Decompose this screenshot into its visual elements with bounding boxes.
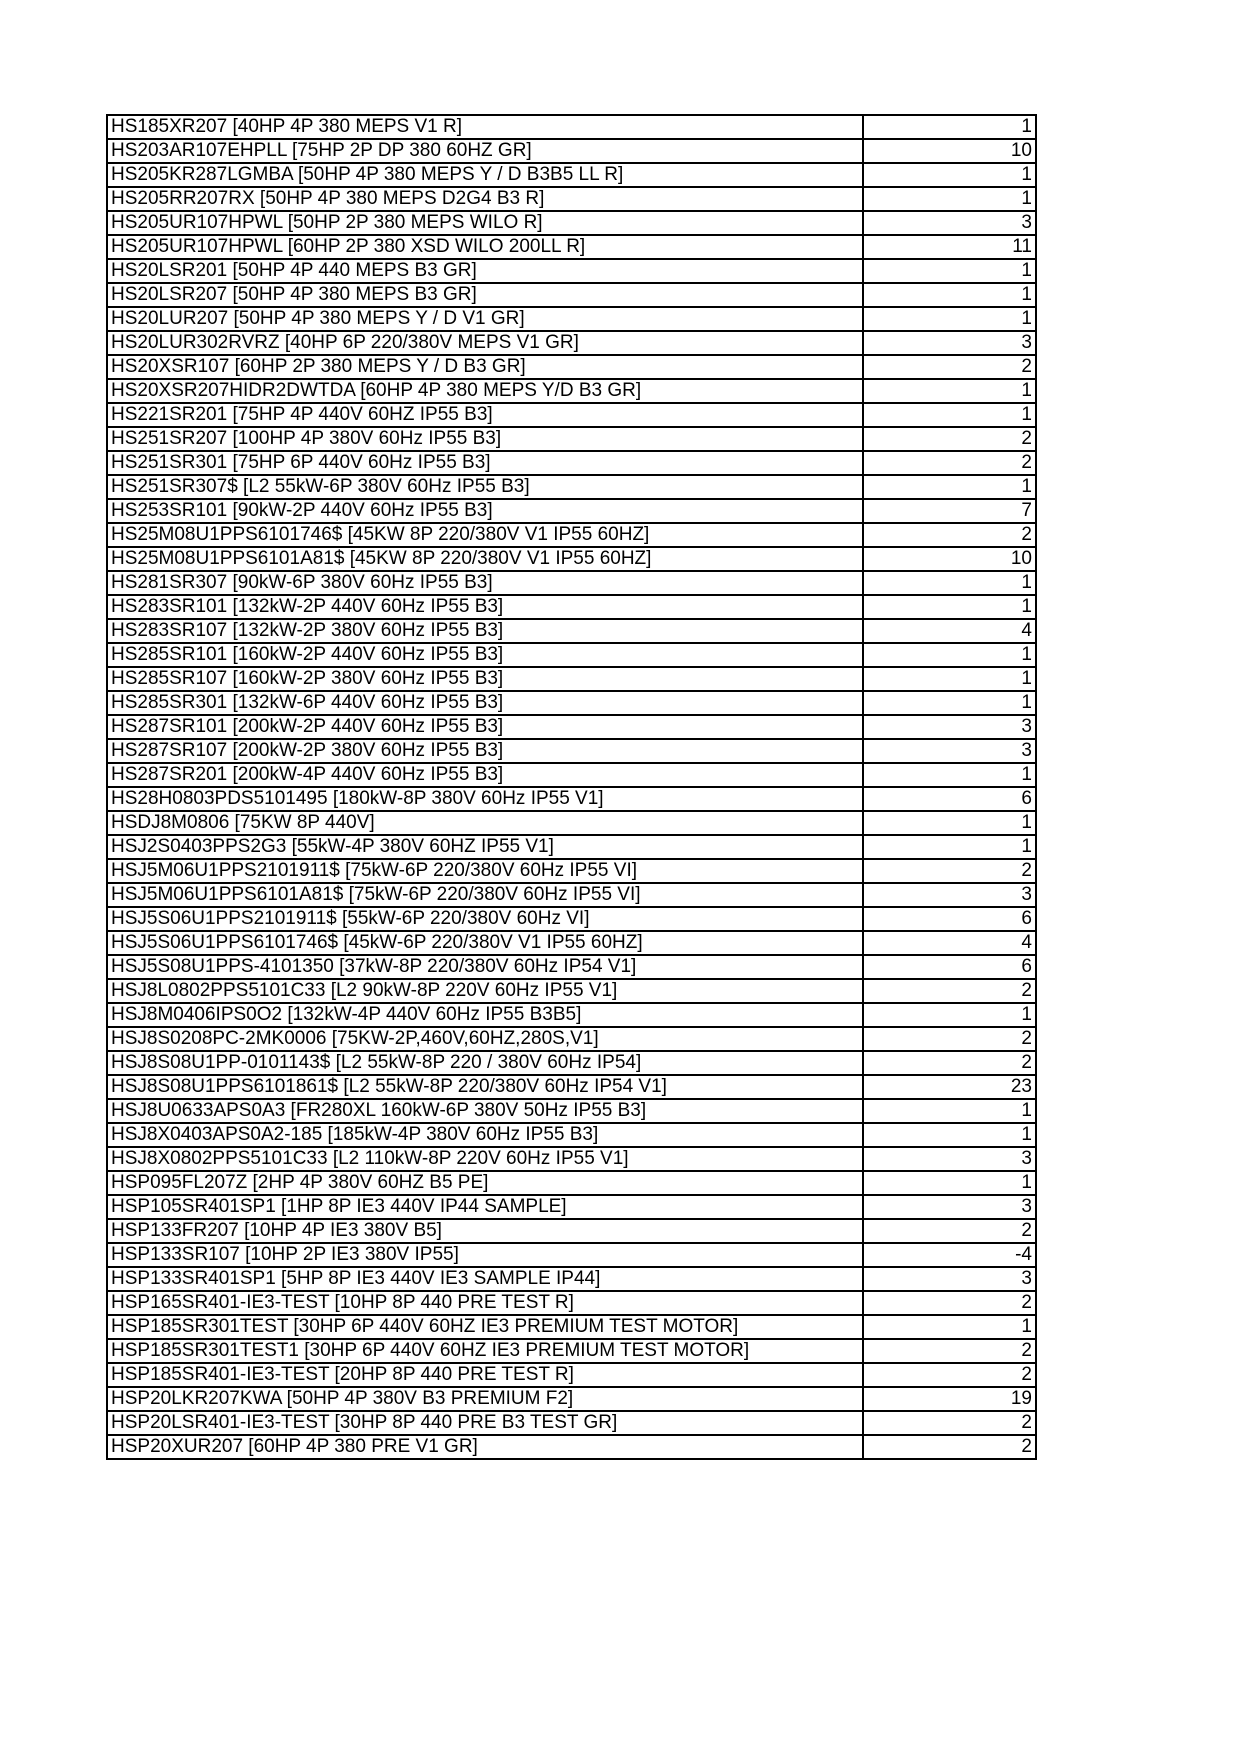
item-description-cell: HSP133SR401SP1 [5HP 8P IE3 440V IE3 SAMPLE IP44] (107, 1267, 863, 1291)
quantity-cell: 4 (863, 619, 1036, 643)
table-row (107, 907, 1036, 931)
table-row (107, 691, 1036, 715)
table-row (107, 883, 1036, 907)
quantity-cell: 1 (863, 691, 1036, 715)
item-description-cell: HSJ8S08U1PPS6101861$ [L2 55kW-8P 220/380V 60Hz IP54 V1] (107, 1075, 863, 1099)
quantity-cell: 2 (863, 1291, 1036, 1315)
table-row (107, 115, 1036, 139)
item-description-cell: HSJ5S06U1PPS2101911$ [55kW-6P 220/380V 60Hz VI] (107, 907, 863, 931)
quantity-cell: 6 (863, 787, 1036, 811)
table-row (107, 1339, 1036, 1363)
item-description-cell: HS25M08U1PPS6101A81$ [45KW 8P 220/380V V1 IP55 60HZ] (107, 547, 863, 571)
table-row (107, 403, 1036, 427)
quantity-cell: 1 (863, 1123, 1036, 1147)
item-description-cell: HS285SR301 [132kW-6P 440V 60Hz IP55 B3] (107, 691, 863, 715)
quantity-cell: 1 (863, 379, 1036, 403)
table-row (107, 1291, 1036, 1315)
quantity-cell: 2 (863, 1411, 1036, 1435)
item-description-cell: HS251SR307$ [L2 55kW-6P 380V 60Hz IP55 B3] (107, 475, 863, 499)
quantity-cell: -4 (863, 1243, 1036, 1267)
item-description-cell: HS205KR287LGMBA [50HP 4P 380 MEPS Y / D B3B5 LL R] (107, 163, 863, 187)
table-row (107, 739, 1036, 763)
item-description-cell: HS285SR107 [160kW-2P 380V 60Hz IP55 B3] (107, 667, 863, 691)
item-description-cell: HS20LUR302RVRZ [40HP 6P 220/380V MEPS V1 GR] (107, 331, 863, 355)
item-description-cell: HS20XSR207HIDR2DWTDA [60HP 4P 380 MEPS Y/D B3 GR] (107, 379, 863, 403)
item-description-cell: HSP133SR107 [10HP 2P IE3 380V IP55] (107, 1243, 863, 1267)
item-description-cell: HSJ8S0208PC-2MK0006 [75KW-2P,460V,60HZ,280S,V1] (107, 1027, 863, 1051)
quantity-cell: 10 (863, 139, 1036, 163)
quantity-cell: 3 (863, 331, 1036, 355)
quantity-cell: 1 (863, 667, 1036, 691)
table-row (107, 787, 1036, 811)
inventory-table (106, 114, 1037, 1460)
item-description-cell: HS185XR207 [40HP 4P 380 MEPS V1 R] (107, 115, 863, 139)
quantity-cell: 2 (863, 1219, 1036, 1243)
item-description-cell: HS20XSR107 [60HP 2P 380 MEPS Y / D B3 GR] (107, 355, 863, 379)
table-row (107, 1027, 1036, 1051)
quantity-cell: 6 (863, 955, 1036, 979)
item-description-cell: HS20LSR201 [50HP 4P 440 MEPS B3 GR] (107, 259, 863, 283)
item-description-cell: HS28H0803PDS5101495 [180kW-8P 380V 60Hz IP55 V1] (107, 787, 863, 811)
table-row (107, 1123, 1036, 1147)
table-row (107, 1267, 1036, 1291)
item-description-cell: HSP105SR401SP1 [1HP 8P IE3 440V IP44 SAMPLE] (107, 1195, 863, 1219)
item-description-cell: HSJ5M06U1PPS2101911$ [75kW-6P 220/380V 60Hz IP55 VI] (107, 859, 863, 883)
item-description-cell: HSJ8L0802PPS5101C33 [L2 90kW-8P 220V 60Hz IP55 V1] (107, 979, 863, 1003)
quantity-cell: 4 (863, 931, 1036, 955)
item-description-cell: HSP095FL207Z [2HP 4P 380V 60HZ B5 PE] (107, 1171, 863, 1195)
table-row (107, 763, 1036, 787)
item-description-cell: HS251SR207 [100HP 4P 380V 60Hz IP55 B3] (107, 427, 863, 451)
quantity-cell: 1 (863, 811, 1036, 835)
quantity-cell: 1 (863, 1099, 1036, 1123)
item-description-cell: HSP133FR207 [10HP 4P IE3 380V B5] (107, 1219, 863, 1243)
quantity-cell: 2 (863, 1027, 1036, 1051)
table-row (107, 379, 1036, 403)
table-row (107, 1171, 1036, 1195)
quantity-cell: 2 (863, 427, 1036, 451)
item-description-cell: HS205UR107HPWL [50HP 2P 380 MEPS WILO R] (107, 211, 863, 235)
quantity-cell: 7 (863, 499, 1036, 523)
quantity-cell: 2 (863, 979, 1036, 1003)
quantity-cell: 1 (863, 259, 1036, 283)
item-description-cell: HS287SR107 [200kW-2P 380V 60Hz IP55 B3] (107, 739, 863, 763)
quantity-cell: 1 (863, 283, 1036, 307)
inventory-table-body (107, 115, 1036, 1459)
table-row (107, 139, 1036, 163)
item-description-cell: HS281SR307 [90kW-6P 380V 60Hz IP55 B3] (107, 571, 863, 595)
table-row (107, 811, 1036, 835)
item-description-cell: HS253SR101 [90kW-2P 440V 60Hz IP55 B3] (107, 499, 863, 523)
quantity-cell: 1 (863, 475, 1036, 499)
table-row (107, 931, 1036, 955)
item-description-cell: HS283SR107 [132kW-2P 380V 60Hz IP55 B3] (107, 619, 863, 643)
table-row (107, 1099, 1036, 1123)
item-description-cell: HSP20LKR207KWA [50HP 4P 380V B3 PREMIUM F2] (107, 1387, 863, 1411)
quantity-cell: 1 (863, 187, 1036, 211)
table-row (107, 571, 1036, 595)
table-row (107, 1147, 1036, 1171)
table-row (107, 475, 1036, 499)
item-description-cell: HS205RR207RX [50HP 4P 380 MEPS D2G4 B3 R] (107, 187, 863, 211)
quantity-cell: 19 (863, 1387, 1036, 1411)
table-row (107, 1195, 1036, 1219)
quantity-cell: 3 (863, 211, 1036, 235)
item-description-cell: HS285SR101 [160kW-2P 440V 60Hz IP55 B3] (107, 643, 863, 667)
quantity-cell: 2 (863, 1051, 1036, 1075)
quantity-cell: 1 (863, 595, 1036, 619)
table-row (107, 283, 1036, 307)
table-row (107, 211, 1036, 235)
item-description-cell: HSJ8M0406IPS0O2 [132kW-4P 440V 60Hz IP55 B3B5] (107, 1003, 863, 1027)
item-description-cell: HSP185SR401-IE3-TEST [20HP 8P 440 PRE TEST R] (107, 1363, 863, 1387)
item-description-cell: HSP165SR401-IE3-TEST [10HP 8P 440 PRE TEST R] (107, 1291, 863, 1315)
item-description-cell: HS203AR107EHPLL [75HP 2P DP 380 60HZ GR] (107, 139, 863, 163)
quantity-cell: 1 (863, 307, 1036, 331)
quantity-cell: 2 (863, 1339, 1036, 1363)
item-description-cell: HSJ8S08U1PP-0101143$ [L2 55kW-8P 220 / 380V 60Hz IP54] (107, 1051, 863, 1075)
table-row (107, 355, 1036, 379)
table-row (107, 451, 1036, 475)
item-description-cell: HS251SR301 [75HP 6P 440V 60Hz IP55 B3] (107, 451, 863, 475)
item-description-cell: HSP20LSR401-IE3-TEST [30HP 8P 440 PRE B3 TEST GR] (107, 1411, 863, 1435)
quantity-cell: 10 (863, 547, 1036, 571)
item-description-cell: HS287SR101 [200kW-2P 440V 60Hz IP55 B3] (107, 715, 863, 739)
table-row (107, 1411, 1036, 1435)
quantity-cell: 11 (863, 235, 1036, 259)
table-row (107, 547, 1036, 571)
item-description-cell: HSJ5S06U1PPS6101746$ [45kW-6P 220/380V V1 IP55 60HZ] (107, 931, 863, 955)
table-row (107, 979, 1036, 1003)
quantity-cell: 1 (863, 403, 1036, 427)
quantity-cell: 3 (863, 739, 1036, 763)
quantity-cell: 1 (863, 1003, 1036, 1027)
table-row (107, 163, 1036, 187)
quantity-cell: 3 (863, 1267, 1036, 1291)
quantity-cell: 2 (863, 859, 1036, 883)
quantity-cell: 2 (863, 355, 1036, 379)
quantity-cell: 3 (863, 715, 1036, 739)
quantity-cell: 1 (863, 571, 1036, 595)
table-row (107, 307, 1036, 331)
quantity-cell: 6 (863, 907, 1036, 931)
item-description-cell: HS287SR201 [200kW-4P 440V 60Hz IP55 B3] (107, 763, 863, 787)
table-row (107, 1219, 1036, 1243)
table-row (107, 1435, 1036, 1459)
table-row (107, 1243, 1036, 1267)
table-row (107, 667, 1036, 691)
quantity-cell: 1 (863, 763, 1036, 787)
item-description-cell: HSJ2S0403PPS2G3 [55kW-4P 380V 60HZ IP55 V1] (107, 835, 863, 859)
table-row (107, 955, 1036, 979)
quantity-cell: 3 (863, 1147, 1036, 1171)
table-row (107, 331, 1036, 355)
item-description-cell: HS205UR107HPWL [60HP 2P 380 XSD WILO 200LL R] (107, 235, 863, 259)
table-row (107, 835, 1036, 859)
table-row (107, 259, 1036, 283)
table-row (107, 595, 1036, 619)
table-row (107, 1075, 1036, 1099)
table-row (107, 619, 1036, 643)
item-description-cell: HSJ5M06U1PPS6101A81$ [75kW-6P 220/380V 60Hz IP55 VI] (107, 883, 863, 907)
item-description-cell: HS20LUR207 [50HP 4P 380 MEPS Y / D V1 GR] (107, 307, 863, 331)
quantity-cell: 2 (863, 523, 1036, 547)
quantity-cell: 1 (863, 163, 1036, 187)
quantity-cell: 2 (863, 1435, 1036, 1459)
item-description-cell: HSJ8X0802PPS5101C33 [L2 110kW-8P 220V 60Hz IP55 V1] (107, 1147, 863, 1171)
quantity-cell: 3 (863, 883, 1036, 907)
table-row (107, 235, 1036, 259)
table-row (107, 715, 1036, 739)
quantity-cell: 1 (863, 115, 1036, 139)
quantity-cell: 23 (863, 1075, 1036, 1099)
item-description-cell: HSP185SR301TEST [30HP 6P 440V 60HZ IE3 PREMIUM TEST MOTOR] (107, 1315, 863, 1339)
item-description-cell: HSJ8U0633APS0A3 [FR280XL 160kW-6P 380V 50Hz IP55 B3] (107, 1099, 863, 1123)
table-row (107, 643, 1036, 667)
table-row (107, 1315, 1036, 1339)
item-description-cell: HS25M08U1PPS6101746$ [45KW 8P 220/380V V1 IP55 60HZ] (107, 523, 863, 547)
item-description-cell: HSP20XUR207 [60HP 4P 380 PRE V1 GR] (107, 1435, 863, 1459)
table-row (107, 427, 1036, 451)
table-row (107, 1003, 1036, 1027)
quantity-cell: 3 (863, 1195, 1036, 1219)
quantity-cell: 2 (863, 1363, 1036, 1387)
table-row (107, 1363, 1036, 1387)
table-row (107, 1387, 1036, 1411)
quantity-cell: 1 (863, 1315, 1036, 1339)
item-description-cell: HSP185SR301TEST1 [30HP 6P 440V 60HZ IE3 PREMIUM TEST MOTOR] (107, 1339, 863, 1363)
item-description-cell: HS283SR101 [132kW-2P 440V 60Hz IP55 B3] (107, 595, 863, 619)
quantity-cell: 1 (863, 643, 1036, 667)
item-description-cell: HS221SR201 [75HP 4P 440V 60HZ IP55 B3] (107, 403, 863, 427)
table-row (107, 859, 1036, 883)
quantity-cell: 1 (863, 1171, 1036, 1195)
table-row (107, 187, 1036, 211)
quantity-cell: 2 (863, 451, 1036, 475)
item-description-cell: HS20LSR207 [50HP 4P 380 MEPS B3 GR] (107, 283, 863, 307)
table-row (107, 1051, 1036, 1075)
item-description-cell: HSDJ8M0806 [75KW 8P 440V] (107, 811, 863, 835)
table-row (107, 499, 1036, 523)
item-description-cell: HSJ5S08U1PPS-4101350 [37kW-8P 220/380V 60Hz IP54 V1] (107, 955, 863, 979)
quantity-cell: 1 (863, 835, 1036, 859)
table-row (107, 523, 1036, 547)
item-description-cell: HSJ8X0403APS0A2-185 [185kW-4P 380V 60Hz IP55 B3] (107, 1123, 863, 1147)
